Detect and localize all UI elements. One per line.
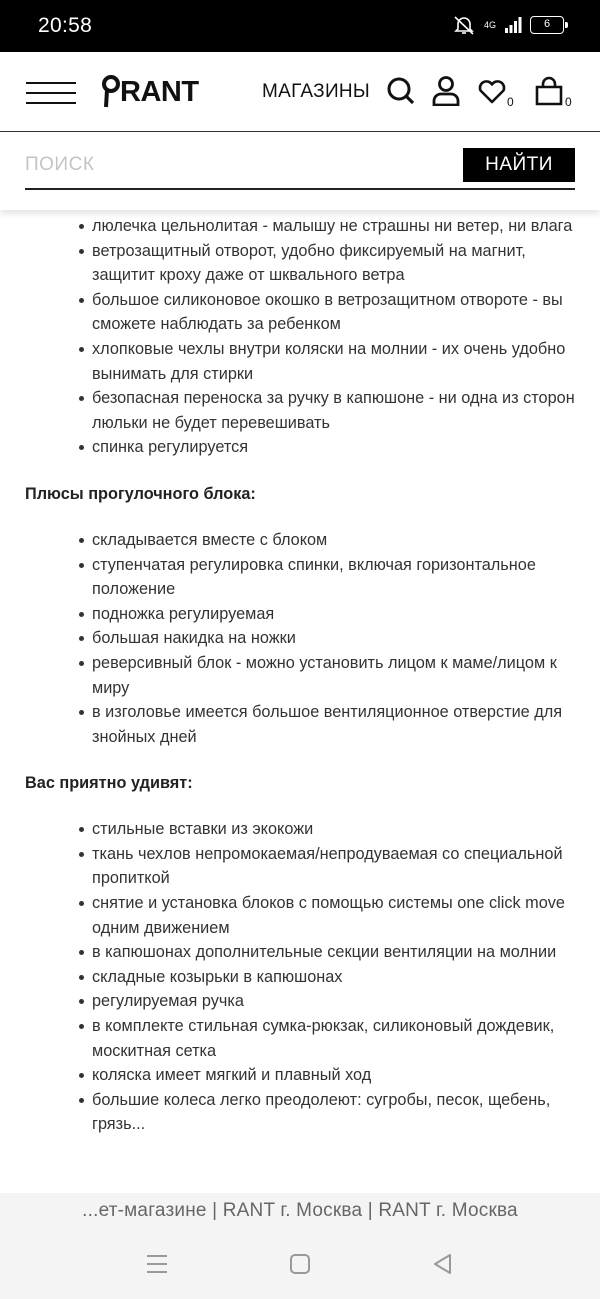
list-item: люлечка цельнолитая - малышу не страшны ни ветер, ни влага xyxy=(92,214,580,239)
section-heading: Вас приятно удивят: xyxy=(25,774,193,793)
list-item: реверсивный блок - можно установить лицом к маме/лицом к миру xyxy=(92,651,580,700)
muted-bell-icon xyxy=(452,15,476,35)
search-bar xyxy=(0,132,600,210)
find-button[interactable]: НАЙТИ xyxy=(463,148,575,182)
section-heading: Плюсы прогулочного блока: xyxy=(25,484,256,503)
status-icons xyxy=(452,15,564,35)
favorites-count: 0 xyxy=(507,95,514,109)
list-item: большие колеса легко преодолеют: сугробы, песок, щебень, грязь... xyxy=(92,1088,580,1137)
status-bar xyxy=(0,0,600,52)
surprise-features-list xyxy=(92,817,580,1137)
search-icon[interactable] xyxy=(386,76,416,106)
system-nav-bar xyxy=(0,1229,600,1299)
list-item: складные козырьки в капюшонах xyxy=(92,965,580,990)
network-type: 4G xyxy=(483,19,496,30)
site-header xyxy=(0,52,600,132)
list-item: большое силиконовое окошко в ветрозащитном отвороте - вы сможете наблюдать за ребенком xyxy=(92,288,580,337)
product-description xyxy=(0,210,600,1193)
user-icon[interactable] xyxy=(432,76,460,106)
list-item: снятие и установка блоков с помощью системы one click move одним движением xyxy=(92,891,580,940)
list-item: в капюшонах дополнительные секции вентиляции на молнии xyxy=(92,940,580,965)
list-item: складывается вместе с блоком xyxy=(92,528,580,553)
browser-page-title[interactable]: ...ет-магазине | RANT г. Москва | RANT г. Москва xyxy=(0,1193,600,1229)
list-item: подножка регулируемая xyxy=(92,602,580,627)
stroller-features-list xyxy=(92,528,580,749)
signal-bars-icon xyxy=(504,16,522,34)
status-time: 20:58 xyxy=(38,14,93,37)
logo[interactable] xyxy=(100,72,199,112)
list-item: ступенчатая регулировка спинки, включая горизонтальное положение xyxy=(92,553,580,602)
battery-level: 6 xyxy=(543,18,551,30)
list-item: регулируемая ручка xyxy=(92,989,580,1014)
shopping-bag-icon[interactable] xyxy=(534,76,564,106)
search-underline xyxy=(25,188,575,190)
list-item: большая накидка на ножки xyxy=(92,626,580,651)
list-item: в комплекте стильная сумка-рюкзак, силиконовый дождевик, москитная сетка xyxy=(92,1014,580,1063)
heart-icon[interactable] xyxy=(477,78,507,104)
shops-link[interactable]: МАГАЗИНЫ xyxy=(262,81,371,102)
list-item: в изголовье имеется большое вентиляционное отверстие для знойных дней xyxy=(92,700,580,749)
back-icon[interactable] xyxy=(430,1251,456,1277)
menu-burger-icon[interactable] xyxy=(26,82,76,104)
list-item: хлопковые чехлы внутри коляски на молнии - их очень удобно вынимать для стирки xyxy=(92,337,580,386)
logo-text: RANT xyxy=(120,75,199,108)
bassinet-features-list xyxy=(92,214,580,460)
list-item: стильные вставки из экокожи xyxy=(92,817,580,842)
search-input[interactable] xyxy=(25,150,455,180)
recent-apps-icon[interactable] xyxy=(144,1251,170,1277)
battery-indicator xyxy=(530,16,564,34)
list-item: ткань чехлов непромокаемая/непродуваемая со специальной пропиткой xyxy=(92,842,580,891)
cart-count: 0 xyxy=(565,95,572,109)
home-icon[interactable] xyxy=(287,1251,313,1277)
list-item: коляска имеет мягкий и плавный ход xyxy=(92,1063,580,1088)
list-item: безопасная переноска за ручку в капюшоне - ни одна из сторон люльки не будет перевешивать xyxy=(92,386,580,435)
list-item: ветрозащитный отворот, удобно фиксируемый на магнит, защитит кроху даже от шквального ветра xyxy=(92,239,580,288)
list-item: спинка регулируется xyxy=(92,435,580,460)
